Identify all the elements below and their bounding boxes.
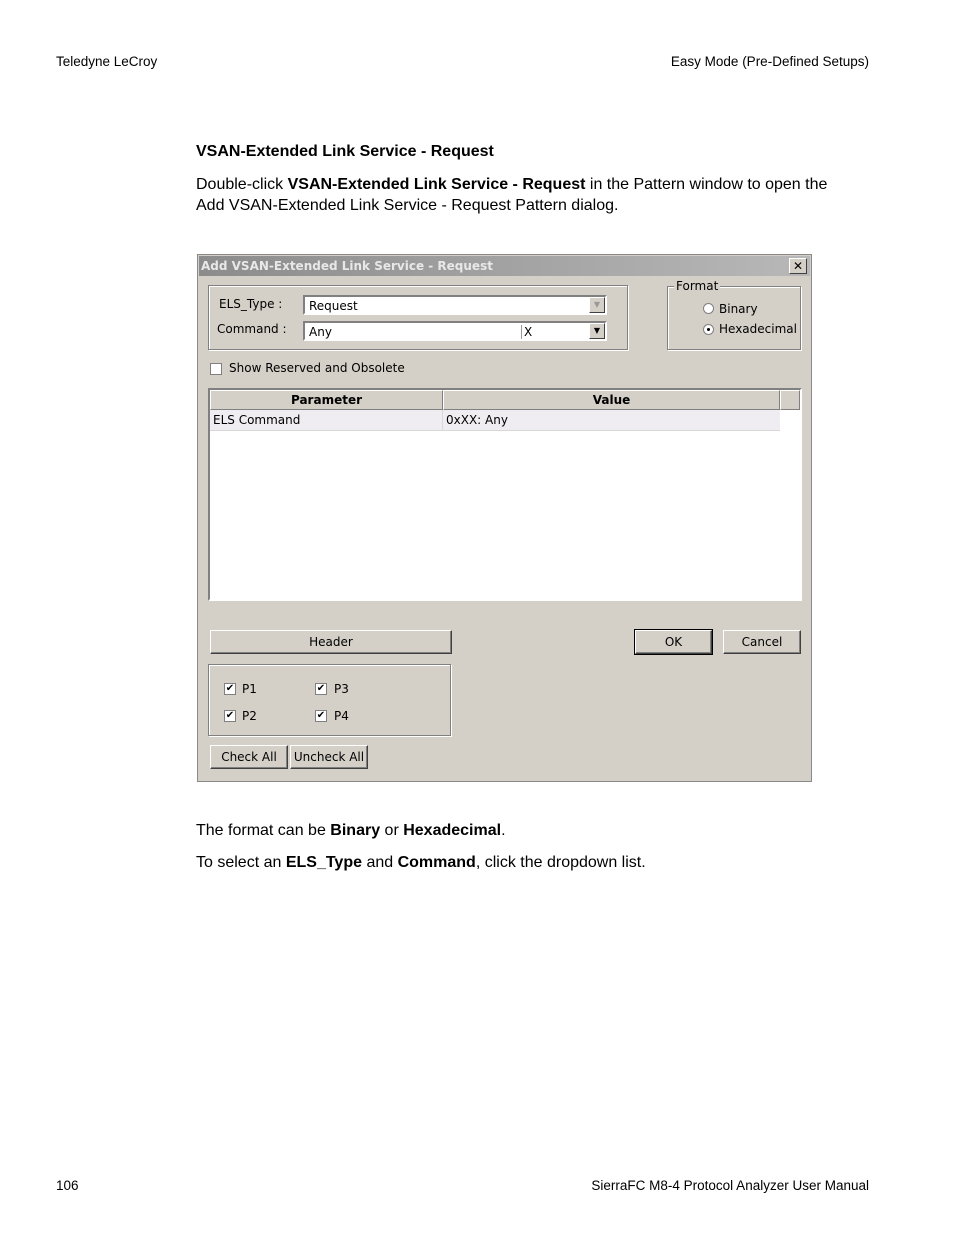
show-reserved-label: Show Reserved and Obsolete (229, 361, 405, 375)
ports-group (208, 664, 451, 736)
hexadecimal-label: Hexadecimal (719, 322, 797, 336)
binary-radio[interactable] (703, 303, 714, 314)
p1-checkbox[interactable]: ✔ (225, 683, 235, 694)
command-label: Command : (217, 322, 287, 336)
command-value: Any (309, 325, 332, 339)
show-reserved-checkbox[interactable] (210, 363, 222, 375)
table-cell-value[interactable]: 0xXX: Any (443, 410, 780, 431)
format-group-label: Format (676, 279, 719, 293)
format-group (667, 286, 801, 350)
section-heading: VSAN-Extended Link Service - Request (196, 143, 494, 160)
cancel-button[interactable]: Cancel (723, 630, 801, 654)
close-icon[interactable]: ✕ (789, 258, 807, 274)
select-paragraph: To select an ELS_Type and Command, click the dropdown list. (196, 854, 646, 871)
p4-label: P4 (334, 709, 349, 723)
chevron-down-icon[interactable]: ▼ (589, 297, 605, 313)
command-value-code: X (521, 325, 532, 339)
header-section: Easy Mode (Pre-Defined Setups) (670, 54, 869, 69)
uncheck-all-button[interactable]: Uncheck All (290, 745, 368, 769)
command-dropdown[interactable] (303, 321, 607, 341)
column-header-parameter[interactable]: Parameter (210, 390, 443, 410)
p4-checkbox[interactable]: ✔ (316, 710, 326, 721)
els-type-label: ELS_Type : (219, 297, 283, 311)
header-button[interactable]: Header (210, 630, 452, 654)
format-paragraph: The format can be Binary or Hexadecimal. (196, 822, 506, 839)
chevron-down-icon[interactable]: ▼ (589, 323, 605, 339)
table-cell-parameter[interactable]: ELS Command (210, 410, 443, 431)
check-all-button[interactable]: Check All (210, 745, 288, 769)
els-type-dropdown[interactable] (303, 295, 607, 315)
ok-button[interactable]: OK (635, 630, 712, 654)
els-type-value: Request (309, 299, 358, 313)
page-number: 106 (56, 1178, 79, 1193)
add-vsan-els-request-dialog (197, 254, 812, 782)
p3-label: P3 (334, 682, 349, 696)
column-header-value[interactable]: Value (443, 390, 780, 410)
p2-label: P2 (242, 709, 257, 723)
p1-label: P1 (242, 682, 257, 696)
dialog-title: Add VSAN-Extended Link Service - Request (201, 259, 493, 273)
intro-paragraph: Double-click VSAN-Extended Link Service - Request in the Pattern window to open the Add VSAN-Extended Link Service - Request Pattern dialog. (196, 176, 828, 214)
binary-label: Binary (719, 302, 758, 316)
dialog-titlebar (199, 256, 810, 276)
column-header-spacer (780, 390, 800, 410)
hexadecimal-radio[interactable] (703, 324, 714, 335)
p2-checkbox[interactable]: ✔ (225, 710, 235, 721)
p3-checkbox[interactable]: ✔ (316, 683, 326, 694)
parameter-table (208, 388, 802, 601)
manual-title: SierraFC M8-4 Protocol Analyzer User Manual (591, 1178, 869, 1193)
header-company: Teledyne LeCroy (56, 54, 158, 69)
